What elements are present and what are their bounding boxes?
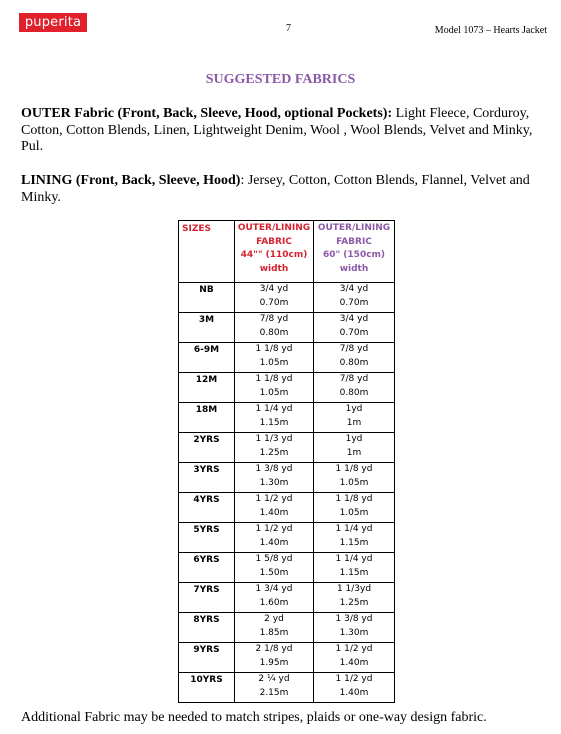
fabric-60-cell [314, 433, 395, 463]
fabric-44-cell-line: 1 1/4 yd [255, 404, 293, 414]
fabric-60-cell-line: 0.70m [339, 327, 369, 338]
page-number: 7 [286, 23, 291, 34]
size-cell-line: 2YRS [193, 435, 220, 445]
logo: puperita [19, 13, 87, 32]
fabric-requirements-table [178, 220, 395, 703]
header-line: 60" (150cm) [322, 250, 386, 260]
fabric-44-cell [235, 523, 314, 553]
size-cell-line: 8YRS [193, 615, 220, 625]
outer-lining-44-header [235, 221, 314, 283]
fabric-44-cell-line: 1.15m [259, 417, 289, 428]
fabric-60-cell-line: 1 1/2 yd [335, 644, 373, 654]
fabric-60-cell-line: 1m [346, 447, 362, 458]
size-cell [179, 463, 235, 493]
fabric-44-cell [235, 583, 314, 613]
size-cell-line: 6YRS [193, 555, 220, 565]
fabric-44-cell-line: 1.95m [259, 657, 289, 668]
header-line: OUTER/LINING [317, 223, 391, 233]
size-cell [179, 523, 235, 553]
fabric-44-cell-line: 1 1/3 yd [255, 434, 293, 444]
fabric-44-cell-line: 2 1/8 yd [255, 644, 293, 654]
fabric-60-cell-line: 3/4 yd [339, 284, 369, 294]
fabric-44-cell-line: 3/4 yd [259, 284, 289, 294]
fabric-44-cell [235, 553, 314, 583]
fabric-44-cell-line: 1.50m [259, 567, 289, 578]
table-row [179, 613, 395, 643]
fabric-44-cell-line: 1 1/2 yd [255, 524, 293, 534]
table-header-row [179, 221, 395, 283]
size-cell-line: 12M [195, 375, 218, 385]
fabric-44-cell-line: 7/8 yd [259, 314, 289, 324]
fabric-60-cell-line: 7/8 yd [339, 374, 369, 384]
fabric-44-cell-line: 1.30m [259, 477, 289, 488]
size-cell-line: 4YRS [193, 495, 220, 505]
table-body [179, 283, 395, 703]
fabric-44-cell-line: 1.40m [259, 537, 289, 548]
table-row [179, 283, 395, 313]
fabric-44-cell-line: 1 5/8 yd [255, 554, 293, 564]
size-cell [179, 643, 235, 673]
fabric-60-cell [314, 673, 395, 703]
fabric-44-cell [235, 673, 314, 703]
outer-fabric-paragraph [21, 106, 549, 156]
fabric-60-cell-line: 1 1/2 yd [335, 674, 373, 684]
fabric-60-cell-line: 1 3/8 yd [335, 614, 373, 624]
size-cell-line: 18M [195, 405, 218, 415]
lining-fabric-text: : Jersey, Cotton, Cotton Blends, Flannel, Velvet and Minky. [21, 173, 530, 205]
fabric-60-cell-line: 1yd [345, 434, 363, 444]
size-cell [179, 283, 235, 313]
fabric-44-cell-line: 2 yd [264, 614, 284, 624]
size-cell [179, 433, 235, 463]
table-row [179, 643, 395, 673]
fabric-60-cell-line: 0.80m [339, 357, 369, 368]
table-row [179, 403, 395, 433]
fabric-60-cell-line: 1.05m [339, 477, 369, 488]
table-row [179, 673, 395, 703]
outer-lining-60-header [314, 221, 395, 283]
fabric-60-cell-line: 1 1/4 yd [335, 524, 373, 534]
header-line: width [259, 263, 289, 274]
size-cell [179, 493, 235, 523]
fabric-60-cell [314, 643, 395, 673]
table-row [179, 373, 395, 403]
lining-fabric-label: LINING (Front, Back, Sleeve, Hood) [21, 173, 241, 188]
table-row [179, 313, 395, 343]
fabric-44-cell [235, 643, 314, 673]
sizes-header: SIZES [179, 221, 235, 283]
table-row [179, 523, 395, 553]
fabric-44-cell-line: 2 ¼ yd [258, 674, 290, 684]
header-line: FABRIC [336, 236, 372, 247]
fabric-60-cell-line: 1.15m [339, 537, 369, 548]
fabric-60-cell [314, 493, 395, 523]
table-row [179, 463, 395, 493]
fabric-60-cell [314, 553, 395, 583]
fabric-44-cell-line: 1 3/4 yd [255, 584, 293, 594]
size-cell-line: 7YRS [193, 585, 220, 595]
header-line: width [339, 263, 369, 274]
size-cell [179, 373, 235, 403]
fabric-44-cell [235, 373, 314, 403]
header-line: 44"" (110cm) [240, 250, 308, 260]
fabric-44-cell [235, 283, 314, 313]
fabric-44-cell-line: 1.40m [259, 507, 289, 518]
model-title: Model 1073 – Hearts Jacket [434, 25, 547, 36]
fabric-44-cell-line: 1.05m [259, 357, 289, 368]
fabric-60-cell [314, 463, 395, 493]
fabric-60-cell-line: 3/4 yd [339, 314, 369, 324]
fabric-60-cell-line: 1 1/4 yd [335, 554, 373, 564]
section-heading: SUGGESTED FABRICS [205, 72, 356, 87]
table-row [179, 583, 395, 613]
size-cell-line: 6-9M [193, 345, 220, 355]
fabric-44-cell [235, 613, 314, 643]
table-row [179, 493, 395, 523]
size-cell [179, 613, 235, 643]
fabric-60-cell-line: 1.25m [339, 597, 369, 608]
fabric-60-cell-line: 1.40m [339, 687, 369, 698]
fabric-44-cell [235, 463, 314, 493]
fabric-60-cell [314, 613, 395, 643]
fabric-44-cell-line: 0.80m [259, 327, 289, 338]
fabric-60-cell [314, 403, 395, 433]
fabric-60-cell-line: 1.40m [339, 657, 369, 668]
size-cell [179, 313, 235, 343]
fabric-60-cell-line: 1m [346, 417, 362, 428]
fabric-44-cell-line: 1 1/8 yd [255, 344, 293, 354]
size-cell-line: NB [199, 285, 214, 295]
fabric-60-cell-line: 1.05m [339, 507, 369, 518]
fabric-60-cell-line: 1 1/8 yd [335, 494, 373, 504]
fabric-44-cell-line: 1 1/2 yd [255, 494, 293, 504]
fabric-60-cell [314, 523, 395, 553]
fabric-60-cell [314, 313, 395, 343]
header-line: OUTER/LINING [237, 223, 311, 233]
outer-fabric-label: OUTER Fabric (Front, Back, Sleeve, Hood, optional Pockets): [21, 106, 393, 121]
fabric-44-cell-line: 1.05m [259, 387, 289, 398]
size-cell-line: 10YRS [190, 675, 223, 685]
size-cell [179, 673, 235, 703]
table-row [179, 343, 395, 373]
fabric-60-cell-line: 1 1/3yd [336, 584, 372, 594]
fabric-44-cell-line: 2.15m [259, 687, 289, 698]
fabric-44-cell-line: 1.25m [259, 447, 289, 458]
fabric-44-cell-line: 1.85m [259, 627, 289, 638]
fabric-44-cell [235, 433, 314, 463]
fabric-44-cell-line: 1 3/8 yd [255, 464, 293, 474]
fabric-60-cell-line: 0.80m [339, 387, 369, 398]
size-cell-line: 3YRS [193, 465, 220, 475]
size-cell [179, 343, 235, 373]
fabric-60-cell [314, 343, 395, 373]
size-cell [179, 553, 235, 583]
fabric-60-cell-line: 1.15m [339, 567, 369, 578]
outer-fabric-text: Light Fleece, Corduroy, Cotton, Cotton Blends, Linen, Lightweight Denim, Wool , Wool Blends, Velvet and Minky, Pul. [21, 106, 533, 154]
header-line: FABRIC [256, 236, 292, 247]
fabric-44-cell-line: 1.60m [259, 597, 289, 608]
fabric-44-cell [235, 343, 314, 373]
footer-note: Additional Fabric may be needed to match stripes, plaids or one-way design fabric. [21, 710, 487, 725]
fabric-60-cell [314, 373, 395, 403]
size-cell [179, 403, 235, 433]
size-cell-line: 9YRS [193, 645, 220, 655]
fabric-60-cell-line: 7/8 yd [339, 344, 369, 354]
fabric-60-cell-line: 1.30m [339, 627, 369, 638]
size-cell-line: 3M [198, 315, 215, 325]
fabric-44-cell-line: 1 1/8 yd [255, 374, 293, 384]
table-row [179, 433, 395, 463]
lining-fabric-paragraph [21, 173, 549, 206]
fabric-44-cell [235, 313, 314, 343]
fabric-44-cell-line: 0.70m [259, 297, 289, 308]
fabric-60-cell [314, 283, 395, 313]
fabric-44-cell [235, 403, 314, 433]
table-row [179, 553, 395, 583]
fabric-60-cell [314, 583, 395, 613]
fabric-60-cell-line: 1 1/8 yd [335, 464, 373, 474]
fabric-60-cell-line: 1yd [345, 404, 363, 414]
size-cell [179, 583, 235, 613]
size-cell-line: 5YRS [193, 525, 220, 535]
fabric-44-cell [235, 493, 314, 523]
fabric-60-cell-line: 0.70m [339, 297, 369, 308]
